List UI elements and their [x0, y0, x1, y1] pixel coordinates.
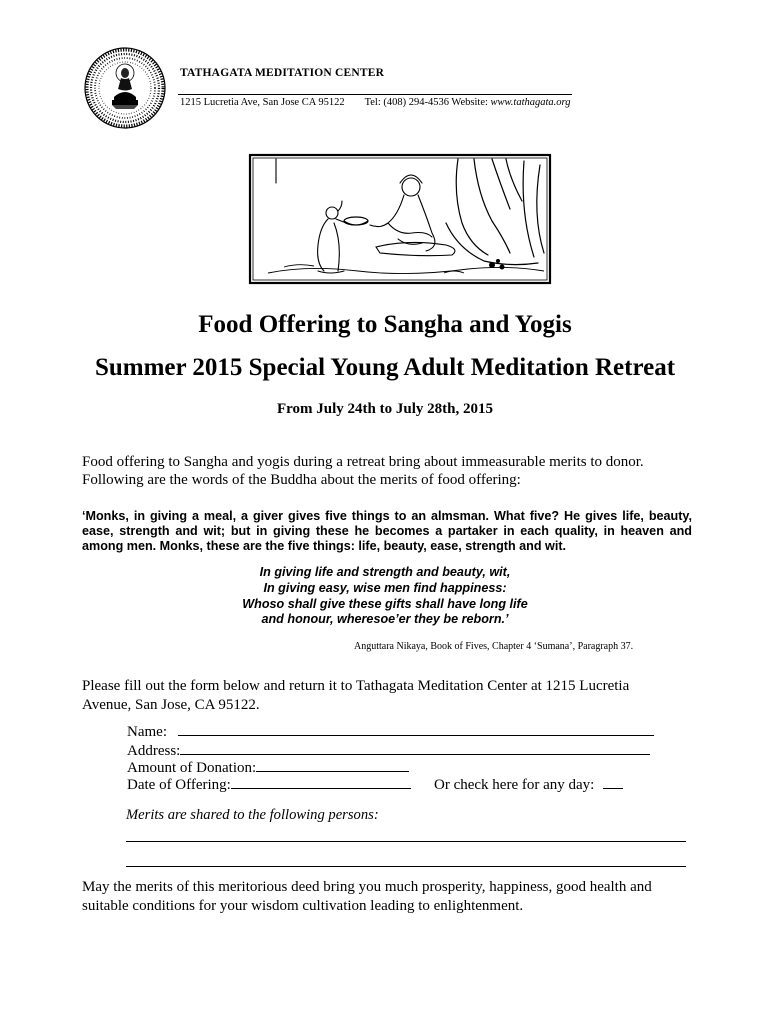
any-day-field[interactable] [434, 775, 623, 794]
retreat-title: Summer 2015 Special Young Adult Meditation Retreat [94, 354, 676, 381]
document-title: Food Offering to Sangha and Yogis [198, 311, 572, 338]
intro-paragraph: Food offering to Sangha and yogis during a retreat bring about immeasurable merits to donor. Following are the words of the Buddha about the merits of food offering: [82, 454, 644, 488]
org-name: TATHAGATA MEDITATION CENTER [180, 67, 385, 79]
org-website: www.tathagata.org [490, 97, 571, 108]
seated-buddha-seal-icon [84, 47, 166, 129]
return-instructions: Please fill out the form below and return it to Tathagata Meditation Center at 1215 Lucretia Avenue, San Jose, CA 95122. [82, 678, 630, 713]
any-day-checkbox-line[interactable] [603, 775, 623, 789]
name-label: Name: [127, 724, 167, 740]
merits-line-2[interactable] [126, 866, 686, 867]
verse-block [0, 565, 770, 628]
address-label: Address: [127, 743, 181, 759]
any-day-label: Or check here for any day: [434, 777, 595, 793]
date-field[interactable] [127, 775, 411, 794]
merits-line-1[interactable] [126, 841, 686, 842]
merits-label: Merits are shared to the following persons: [126, 807, 379, 823]
org-address: 1215 Lucretia Ave, San Jose CA 95122 [180, 97, 345, 108]
sutta-quote: ‘Monks, in giving a meal, a giver gives five things to an almsman. What five? He gives life, beauty, ease, strength and wit; but in giving these he becomes a partaker in each quality, in heaven and among men. Monks, these are the five things: life, beauty, ease, strength and wit. [82, 509, 692, 554]
header-rule [178, 94, 572, 95]
citation: Anguttara Nikaya, Book of Fives, Chapter 4 ‘Sumana’, Paragraph 37. [354, 641, 634, 652]
verse-line: In giving life and strength and beauty, wit, [259, 565, 511, 579]
amount-line[interactable] [256, 758, 409, 772]
closing-paragraph: May the merits of this meritorious deed bring you much prosperity, happiness, good health and suitable conditions for your wisdom cultivation leading to enlightenment. [82, 879, 652, 914]
verse-line: Whoso shall give these gifts shall have long life [242, 596, 528, 611]
name-field[interactable] [127, 722, 654, 741]
date-line[interactable] [231, 775, 411, 789]
retreat-dates: From July 24th to July 28th, 2015 [277, 401, 493, 417]
verse-line: and honour, wheresoe’er they be reborn.’ [261, 612, 509, 627]
food-offering-to-monk-illustration [248, 153, 552, 285]
name-line[interactable] [178, 722, 654, 736]
date-label: Date of Offering: [127, 777, 231, 793]
verse-line: In giving easy, wise men find happiness: [263, 580, 507, 595]
org-address-line [180, 97, 570, 108]
address-line[interactable] [180, 741, 650, 755]
org-phone: Tel: (408) 294-4536 Website: [364, 97, 488, 108]
amount-label: Amount of Donation: [127, 760, 257, 776]
